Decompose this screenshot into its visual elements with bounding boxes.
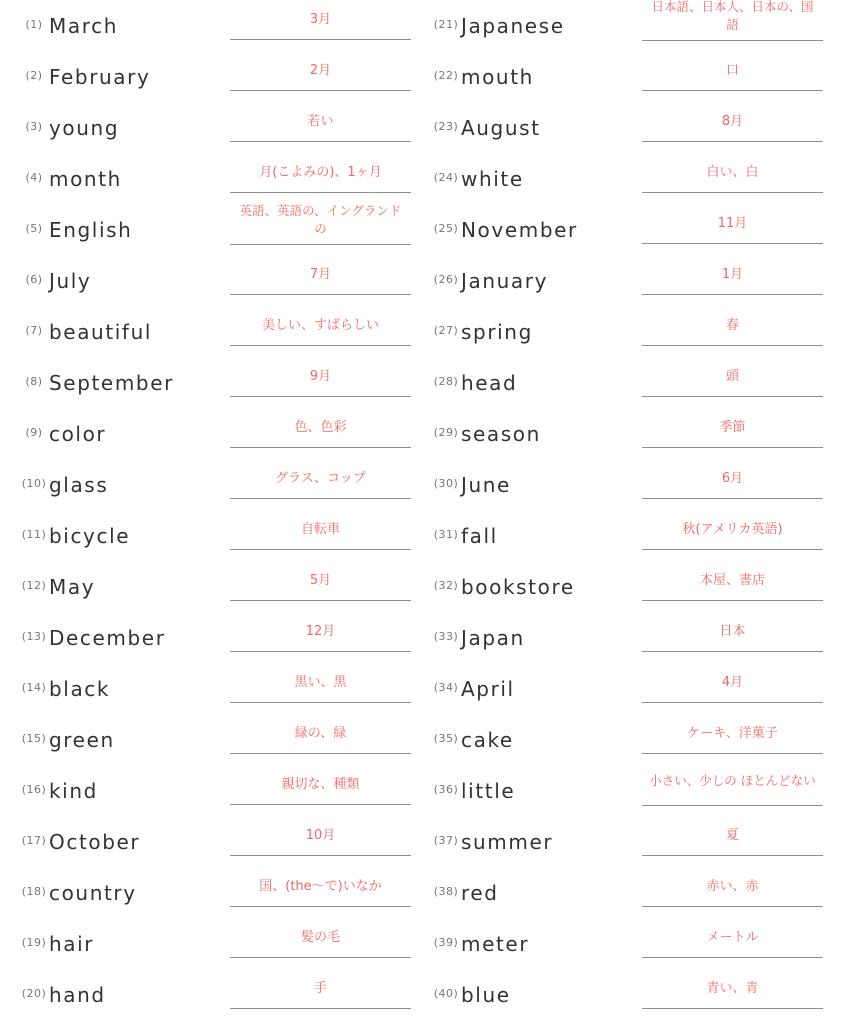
english-word: black <box>49 677 111 701</box>
answer-field[interactable] <box>642 460 823 499</box>
english-word: July <box>49 269 92 293</box>
english-word: spring <box>461 320 533 344</box>
vocab-row <box>421 868 842 919</box>
item-number: (14) <box>21 681 47 694</box>
answer-text: 月(こよみの)、1ヶ月 <box>259 165 382 180</box>
vocab-row <box>421 562 842 613</box>
vocab-row <box>421 664 842 715</box>
answer-field[interactable] <box>642 103 823 142</box>
vocab-row <box>421 766 842 817</box>
english-word: October <box>49 830 141 854</box>
vocab-row <box>0 715 421 766</box>
answer-text: 赤い、赤 <box>706 879 759 894</box>
answer-text: 12月 <box>305 624 336 639</box>
item-number: (22) <box>433 69 459 82</box>
answer-text: 秋(アメリカ英語) <box>682 522 783 537</box>
english-word: English <box>49 218 133 242</box>
answer-field[interactable] <box>230 154 411 193</box>
item-number: (16) <box>21 783 47 796</box>
answer-field[interactable] <box>642 52 823 91</box>
answer-field[interactable] <box>642 970 823 1009</box>
answer-text: 髪の毛 <box>300 930 340 945</box>
answer-field[interactable] <box>230 511 411 550</box>
english-word: Japan <box>461 626 525 650</box>
answer-field[interactable] <box>230 766 411 805</box>
item-number: (9) <box>25 426 43 439</box>
item-number: (30) <box>433 477 459 490</box>
answer-field[interactable] <box>642 613 823 652</box>
vocab-row <box>0 52 421 103</box>
item-number: (11) <box>21 528 47 541</box>
right-column <box>421 0 842 1021</box>
item-number: (27) <box>433 324 459 337</box>
answer-text: 色、色彩 <box>294 420 347 435</box>
answer-text: 3月 <box>309 12 332 27</box>
answer-text: 小さい、少しの ほとんどない <box>649 773 816 788</box>
english-word: color <box>49 422 107 446</box>
answer-text: 8月 <box>721 114 744 129</box>
english-word: mouth <box>461 65 534 89</box>
answer-field[interactable] <box>642 511 823 550</box>
item-number: (2) <box>25 69 43 82</box>
answer-text: 10月 <box>305 828 336 843</box>
item-number: (32) <box>433 579 459 592</box>
english-word: bookstore <box>461 575 575 599</box>
answer-field[interactable] <box>230 868 411 907</box>
english-word: head <box>461 371 518 395</box>
vocab-row <box>421 919 842 970</box>
english-word: bicycle <box>49 524 131 548</box>
answer-field[interactable] <box>230 664 411 703</box>
english-word: February <box>49 65 151 89</box>
vocab-row <box>421 970 842 1021</box>
english-word: glass <box>49 473 109 497</box>
english-word: April <box>461 677 515 701</box>
item-number: (40) <box>433 987 459 1000</box>
answer-text: 緑の、緑 <box>294 726 347 741</box>
item-number: (3) <box>25 120 43 133</box>
english-word: kind <box>49 779 98 803</box>
english-word: December <box>49 626 166 650</box>
item-number: (19) <box>21 936 47 949</box>
item-number: (12) <box>21 579 47 592</box>
vocab-row <box>0 868 421 919</box>
answer-field[interactable] <box>642 256 823 295</box>
english-word: blue <box>461 983 511 1007</box>
item-number: (21) <box>433 18 459 31</box>
vocab-row <box>0 460 421 511</box>
answer-field[interactable] <box>230 103 411 142</box>
english-word: country <box>49 881 137 905</box>
answer-field[interactable] <box>230 196 411 245</box>
answer-text: 黒い、黒 <box>294 675 347 690</box>
item-number: (4) <box>25 171 43 184</box>
answer-text: グラス、コップ <box>275 471 366 486</box>
answer-field[interactable] <box>642 0 823 41</box>
item-number: (26) <box>433 273 459 286</box>
vocab-row <box>0 562 421 613</box>
answer-text: 日本語、日本人、日本の、国語 <box>651 0 814 32</box>
item-number: (23) <box>433 120 459 133</box>
vocab-row <box>0 511 421 562</box>
answer-field[interactable] <box>230 613 411 652</box>
english-word: green <box>49 728 115 752</box>
answer-text: 1月 <box>721 267 744 282</box>
answer-text: 11月 <box>717 216 748 231</box>
item-number: (37) <box>433 834 459 847</box>
vocab-row <box>421 154 842 205</box>
english-word: fall <box>461 524 498 548</box>
answer-field[interactable] <box>642 154 823 193</box>
english-word: September <box>49 371 174 395</box>
vocab-row <box>421 307 842 358</box>
item-number: (18) <box>21 885 47 898</box>
answer-field[interactable] <box>642 919 823 958</box>
answer-text: メートル <box>706 930 759 945</box>
answer-field[interactable] <box>642 757 823 806</box>
item-number: (17) <box>21 834 47 847</box>
item-number: (38) <box>433 885 459 898</box>
english-word: August <box>461 116 541 140</box>
item-number: (35) <box>433 732 459 745</box>
item-number: (33) <box>433 630 459 643</box>
vocab-row <box>0 970 421 1021</box>
answer-field[interactable] <box>230 715 411 754</box>
vocab-row <box>0 919 421 970</box>
answer-text: 親切な、種類 <box>281 777 360 792</box>
english-word: hair <box>49 932 95 956</box>
english-word: young <box>49 116 120 140</box>
english-word: November <box>461 218 578 242</box>
english-word: beautiful <box>49 320 153 344</box>
answer-field[interactable] <box>230 1 411 40</box>
answer-text: 美しい、すばらしい <box>261 318 379 333</box>
english-word: month <box>49 167 122 191</box>
item-number: (31) <box>433 528 459 541</box>
vocab-row <box>421 460 842 511</box>
english-word: May <box>49 575 96 599</box>
answer-text: 4月 <box>721 675 744 690</box>
english-word: white <box>461 167 524 191</box>
vocab-row <box>421 1 842 52</box>
answer-field[interactable] <box>230 919 411 958</box>
answer-field[interactable] <box>230 52 411 91</box>
answer-field[interactable] <box>230 970 411 1009</box>
answer-field[interactable] <box>230 358 411 397</box>
vocab-row <box>0 664 421 715</box>
answer-text: 季節 <box>719 420 746 435</box>
answer-text: 若い <box>307 114 334 129</box>
english-word: cake <box>461 728 514 752</box>
item-number: (24) <box>433 171 459 184</box>
answer-text: 口 <box>725 63 739 78</box>
vocab-row <box>421 511 842 562</box>
answer-text: 夏 <box>725 828 739 843</box>
vocab-row <box>0 1 421 52</box>
answer-text: 2月 <box>309 63 332 78</box>
item-number: (25) <box>433 222 459 235</box>
answer-text: 青い、青 <box>706 981 759 996</box>
answer-field[interactable] <box>230 409 411 448</box>
vocab-row <box>0 613 421 664</box>
answer-field[interactable] <box>642 817 823 856</box>
answer-field[interactable] <box>230 562 411 601</box>
answer-field[interactable] <box>642 715 823 754</box>
answer-text: 5月 <box>309 573 332 588</box>
answer-field[interactable] <box>642 358 823 397</box>
item-number: (28) <box>433 375 459 388</box>
vocab-row <box>0 103 421 154</box>
answer-text: 日本 <box>719 624 746 639</box>
answer-text: 自転車 <box>300 522 340 537</box>
vocab-row <box>421 52 842 103</box>
answer-text: 頭 <box>725 369 739 384</box>
vocab-row <box>421 205 842 256</box>
vocab-row <box>0 766 421 817</box>
answer-field[interactable] <box>642 562 823 601</box>
english-word: March <box>49 14 118 38</box>
item-number: (8) <box>25 375 43 388</box>
english-word: hand <box>49 983 106 1007</box>
answer-text: ケーキ、洋菓子 <box>687 726 778 741</box>
vocab-row <box>0 205 421 256</box>
answer-field[interactable] <box>642 307 823 346</box>
english-word: summer <box>461 830 554 854</box>
vocab-row <box>421 613 842 664</box>
answer-text: 白い、白 <box>706 165 759 180</box>
vocab-row <box>421 409 842 460</box>
answer-field[interactable] <box>642 664 823 703</box>
vocab-row <box>421 256 842 307</box>
answer-text: 6月 <box>721 471 744 486</box>
answer-text: 英語、英語の、イングランドの <box>239 203 402 236</box>
answer-field[interactable] <box>230 817 411 856</box>
answer-text: 手 <box>313 981 327 996</box>
item-number: (7) <box>25 324 43 337</box>
item-number: (10) <box>21 477 47 490</box>
answer-text: 国、(the〜で)いなか <box>259 879 382 894</box>
answer-text: 7月 <box>309 267 332 282</box>
item-number: (36) <box>433 783 459 796</box>
english-word: season <box>461 422 541 446</box>
answer-field[interactable] <box>230 307 411 346</box>
vocab-row <box>421 817 842 868</box>
answer-text: 本屋、書店 <box>699 573 765 588</box>
english-word: red <box>461 881 499 905</box>
answer-field[interactable] <box>642 409 823 448</box>
english-word: January <box>461 269 549 293</box>
item-number: (20) <box>21 987 47 1000</box>
english-word: meter <box>461 932 530 956</box>
answer-field[interactable] <box>642 868 823 907</box>
vocab-row <box>0 256 421 307</box>
vocab-row <box>0 307 421 358</box>
item-number: (29) <box>433 426 459 439</box>
answer-text: 春 <box>725 318 739 333</box>
answer-field[interactable] <box>642 205 823 244</box>
item-number: (1) <box>25 18 43 31</box>
item-number: (15) <box>21 732 47 745</box>
english-word: Japanese <box>461 14 565 38</box>
english-word: June <box>461 473 511 497</box>
vocab-row <box>0 409 421 460</box>
answer-field[interactable] <box>230 256 411 295</box>
vocab-row <box>0 817 421 868</box>
answer-text: 9月 <box>309 369 332 384</box>
item-number: (5) <box>25 222 43 235</box>
vocab-row <box>421 358 842 409</box>
item-number: (6) <box>25 273 43 286</box>
vocab-row <box>421 103 842 154</box>
item-number: (34) <box>433 681 459 694</box>
item-number: (39) <box>433 936 459 949</box>
vocab-row <box>0 358 421 409</box>
item-number: (13) <box>21 630 47 643</box>
answer-field[interactable] <box>230 460 411 499</box>
english-word: little <box>461 779 516 803</box>
